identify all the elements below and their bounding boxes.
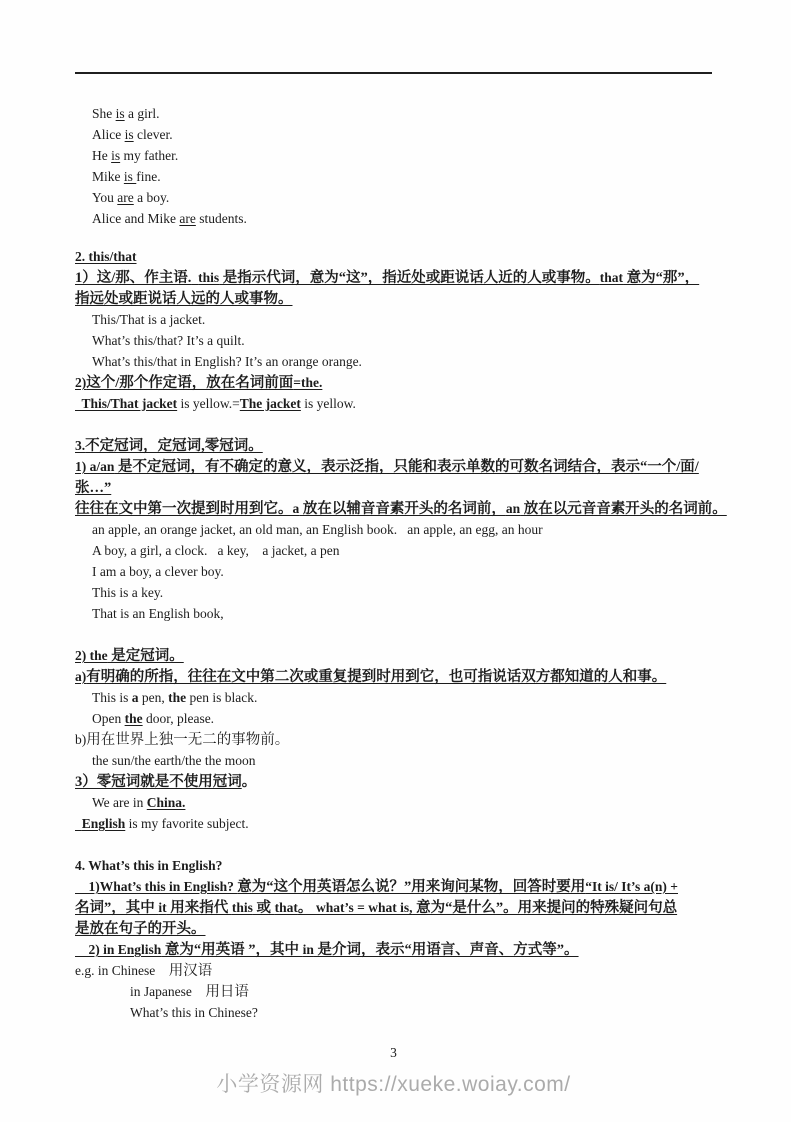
text-line	[75, 103, 712, 124]
header-rule	[75, 72, 712, 74]
paragraph-gap	[75, 229, 712, 246]
text-segment: this	[231, 900, 253, 915]
text-segment: The jacket	[239, 396, 301, 411]
text-segment: 往往在文中第一次提到时用到它。	[75, 501, 293, 517]
page-number: 3	[390, 1045, 397, 1060]
text-segment: my father.	[120, 148, 179, 163]
text-line	[75, 477, 712, 498]
text-line	[75, 309, 712, 330]
paragraph-gap	[75, 834, 712, 855]
text-segment: This is a key.	[92, 585, 164, 600]
text-line	[75, 750, 712, 771]
text-segment: 3.	[75, 438, 86, 453]
text-segment: China.	[146, 795, 186, 810]
text-line	[75, 918, 712, 939]
text-segment: are	[117, 190, 134, 205]
text-segment: 是放在句子的开头。	[75, 921, 206, 937]
text-line	[75, 267, 712, 288]
text-segment: You	[92, 190, 118, 205]
text-segment: This is	[92, 690, 132, 705]
document-content	[75, 103, 727, 1023]
text-segment: a	[131, 690, 139, 705]
text-line	[75, 498, 727, 519]
text-line	[75, 187, 712, 208]
text-segment: 或	[252, 900, 275, 916]
text-segment: Alice and Mike	[92, 211, 180, 226]
text-segment: clever.	[133, 127, 173, 142]
text-line	[75, 561, 712, 582]
text-segment: What’s this/that? It’s a quilt.	[92, 333, 245, 348]
text-segment: A boy, a girl, a clock. a key, a jacket, a pen	[92, 543, 340, 558]
text-segment: is	[124, 127, 134, 142]
text-line	[75, 456, 712, 477]
text-segment: 用在世界上独一无二的事物前。	[86, 732, 290, 748]
text-line	[75, 708, 712, 729]
text-segment: a	[292, 501, 300, 516]
text-segment: b)	[75, 732, 87, 747]
text-segment: 指远处或距说话人远的人或事物。	[75, 291, 293, 307]
text-line	[75, 393, 712, 414]
text-segment: What’s this in Chinese?	[130, 1005, 258, 1020]
text-segment: is	[123, 169, 137, 184]
paragraph-gap	[75, 414, 712, 435]
text-segment: Open	[92, 711, 125, 726]
text-segment: 1)What’s this in English?	[88, 879, 238, 894]
text-segment: What’s this/that in English? It’s an orange orange.	[92, 354, 362, 369]
text-segment: 1) a/an	[75, 459, 115, 474]
text-segment: Mike	[92, 169, 124, 184]
text-line	[75, 246, 712, 267]
text-segment: 这个/那个作定语，放在名词前面	[86, 375, 294, 391]
text-segment: 2)	[75, 375, 87, 390]
text-segment: 3）零冠词就是不使用冠词	[75, 774, 242, 790]
text-segment: are	[179, 211, 196, 226]
text-segment: 用来指代	[166, 900, 232, 916]
text-segment: 放在以元音音素开头的名词前。	[520, 501, 727, 517]
text-segment: in	[302, 942, 314, 957]
text-segment: a boy.	[133, 190, 170, 205]
text-segment: English	[81, 816, 126, 831]
text-segment: the	[168, 690, 187, 705]
text-segment: “It is/ It’s a(n) +	[585, 879, 678, 894]
text-segment: This/That jacket	[81, 396, 178, 411]
text-segment: 是不定冠词，有不确定的意义，表示泛指，只能和表示单数的可数名词结合，表示“一个/面/	[114, 459, 699, 475]
watermark-text: 小学资源网 https://xueke.woiay.com/	[216, 1073, 571, 1096]
text-segment: 是指示代词，意为“这”，指近处或距说话人近的人或事物。	[219, 270, 600, 286]
text-segment: the sun/the earth/the the moon	[92, 753, 256, 768]
text-line	[75, 687, 712, 708]
text-segment: is	[115, 106, 125, 121]
text-segment: That is an English book,	[92, 606, 224, 621]
text-segment: a girl.	[124, 106, 160, 121]
text-segment: 用汉语	[168, 963, 213, 979]
text-line	[75, 876, 712, 897]
text-line	[75, 603, 712, 624]
text-segment: 2) the	[75, 648, 108, 663]
text-segment: 1）这/那、作主语.	[75, 270, 192, 286]
text-line	[75, 981, 712, 1002]
text-segment: =the.	[293, 375, 323, 390]
text-segment: what’s = what is,	[316, 900, 413, 915]
text-segment: We are in	[92, 795, 147, 810]
text-line	[75, 288, 712, 309]
text-segment: 。	[297, 900, 317, 916]
text-segment: 有明确的所指，往往在文中第二次或重复提到时用到它，也可指说话双方都知道的人和事。	[86, 669, 667, 685]
text-segment: 2) in English	[88, 942, 162, 957]
text-segment: She	[92, 106, 116, 121]
text-segment: an apple, an orange jacket, an old man, an English book. an apple, an egg, an hour	[92, 522, 543, 537]
text-segment: 张…”	[75, 480, 112, 496]
text-line	[75, 645, 712, 666]
text-segment: 意为“用英语 ”，其中	[161, 942, 303, 958]
text-segment: is	[111, 148, 121, 163]
text-segment: is my favorite subject.	[125, 816, 249, 831]
text-segment: He	[92, 148, 112, 163]
text-line	[75, 939, 712, 960]
text-line	[75, 1002, 712, 1023]
text-line	[75, 435, 712, 456]
text-segment: that	[599, 270, 624, 285]
text-line	[75, 792, 712, 813]
text-line	[75, 519, 712, 540]
text-segment: 。	[241, 774, 257, 790]
text-segment: 意为“是什么”。用来提问的特殊疑问句总	[412, 900, 678, 916]
text-segment: this	[198, 270, 220, 285]
text-segment	[75, 816, 82, 831]
text-line	[75, 145, 712, 166]
text-segment: it	[158, 900, 167, 915]
text-line	[75, 813, 712, 834]
text-line	[75, 771, 712, 792]
text-line	[75, 372, 712, 393]
page-footer	[75, 1042, 712, 1098]
text-segment: 是介词，表示“用语言、声音、方式等”。	[313, 942, 579, 958]
text-line	[75, 166, 712, 187]
text-segment: e.g. in Chinese	[75, 963, 169, 978]
text-line	[75, 208, 712, 229]
text-line	[75, 582, 712, 603]
text-segment: pen is black.	[186, 690, 258, 705]
text-segment: an	[505, 501, 521, 516]
text-segment: 意为“那”，	[623, 270, 700, 286]
text-line	[75, 960, 712, 981]
text-segment	[75, 879, 89, 894]
text-segment: This/That is a jacket.	[92, 312, 206, 327]
text-segment: 名词”，其中	[75, 900, 159, 916]
text-segment: 用日语	[205, 984, 249, 1000]
text-line	[75, 351, 712, 372]
text-line	[75, 330, 712, 351]
text-line	[75, 124, 712, 145]
text-segment: is yellow.	[300, 396, 356, 411]
text-segment: 放在以辅音音素开头的名词前，	[299, 501, 506, 517]
text-segment: students.	[195, 211, 247, 226]
text-line	[75, 540, 712, 561]
text-segment: 是定冠词。	[107, 648, 184, 664]
text-line	[75, 897, 712, 918]
text-segment: in Japanese	[130, 984, 206, 999]
text-segment: pen,	[138, 690, 169, 705]
text-segment: a)	[75, 669, 87, 684]
text-line	[75, 855, 712, 876]
text-segment: Alice	[92, 127, 125, 142]
text-segment: I am a boy, a clever boy.	[92, 564, 224, 579]
text-line	[75, 729, 712, 750]
text-segment	[75, 942, 89, 957]
text-segment: the	[124, 711, 143, 726]
text-segment: door, please.	[142, 711, 215, 726]
text-segment: is yellow.=	[177, 396, 240, 411]
text-line	[75, 666, 712, 687]
text-segment: 2. this/that	[75, 249, 137, 264]
text-segment: 不定冠词，定冠词,零冠词。	[85, 438, 263, 454]
text-segment: fine.	[136, 169, 161, 184]
text-segment: 意为“这个用英语怎么说？”用来询问某物，回答时要用	[237, 879, 586, 895]
text-segment: that	[274, 900, 298, 915]
text-segment: 4. What’s this in English?	[75, 858, 223, 873]
paragraph-gap	[75, 624, 712, 645]
